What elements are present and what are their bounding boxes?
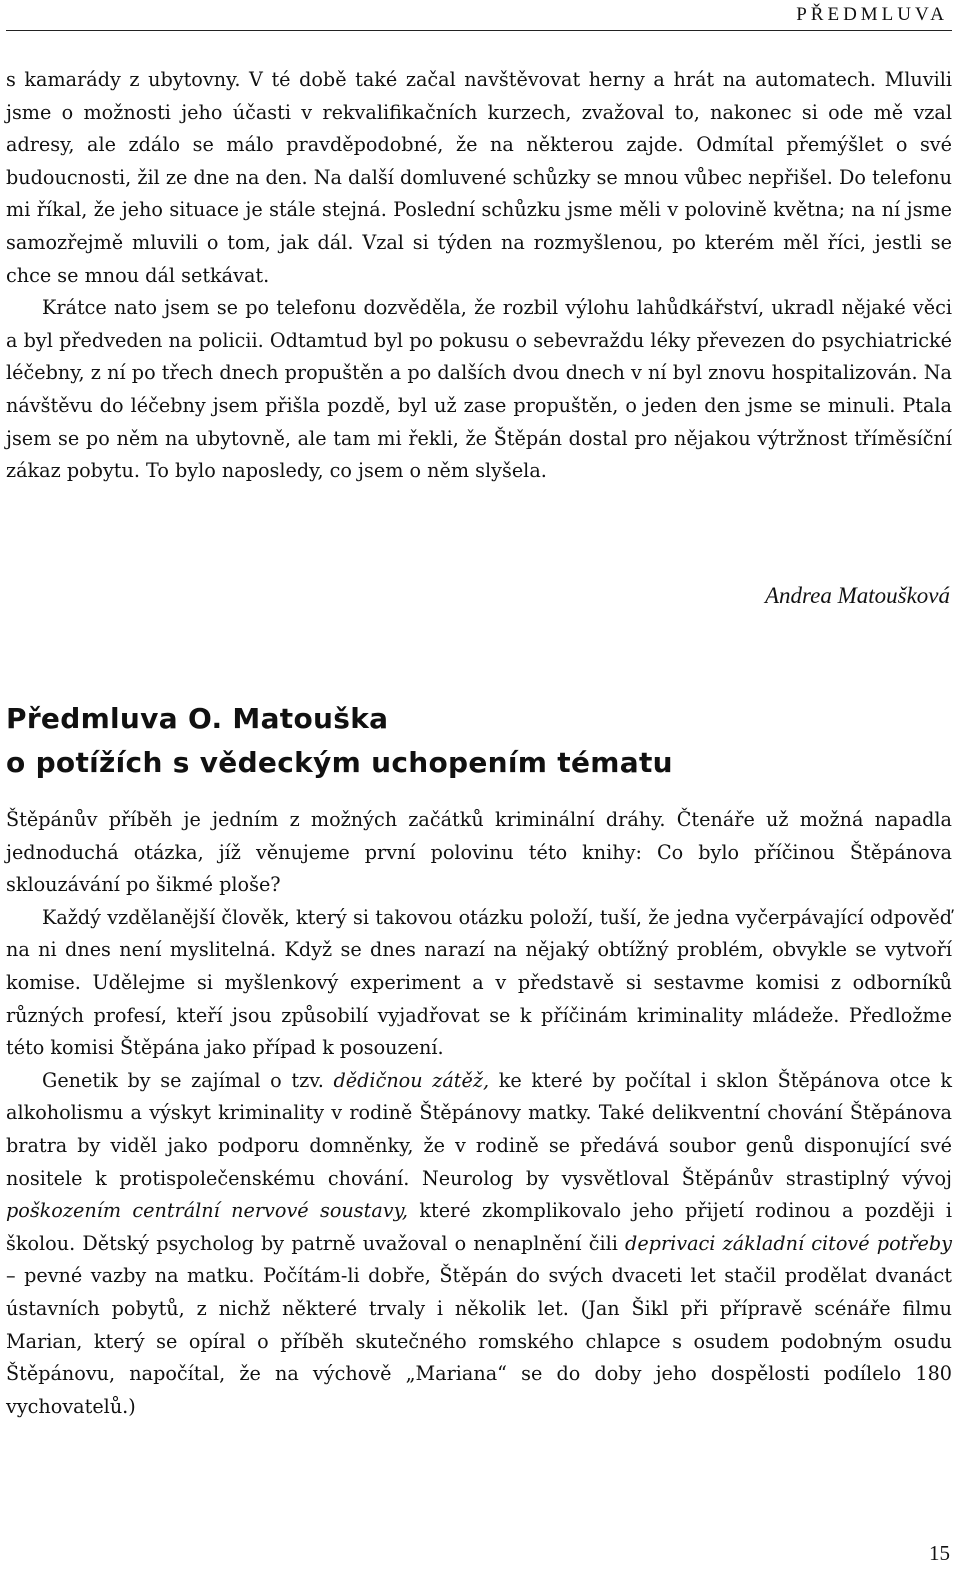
heading-line-1: Předmluva O. Matouška (6, 702, 389, 735)
emphasis-term: deprivaci základní citové potřeby (625, 1231, 952, 1255)
text-run: – pevné vazby na matku. Počítám-li dobře, Štěpán do svých dvaceti let stačil prodělat dvanáct ústavních pobytů, z nichž některé trvaly i několik let. (Jan Šikl při přípravě scénáře filmu Marian, který se opíral o příběh skutečného romského chlapce s osudem podobným osudu Štěpánovu, napočítal, že na výchově „Mariana“ se do doby jeho dospělosti podílelo 180 vychovatelů.) (6, 1264, 952, 1418)
section-matouskova-text (6, 64, 952, 488)
paragraph: s kamarády z ubytovny. V té době také začal navštěvovat herny a hrát na automatech. Mluvili jsme o možnosti jeho účasti v rekvalifikačních kurzech, zvažoval to, nakonec si ode mě vzal adresy, ale zdálo se málo pravděpodobné, že na některou zajde. Odmítal přemýšlet o své budoucnosti, žil ze dne na den. Na další domluvené schůzky se mnou vůbec nepřišel. Do telefonu mi říkal, že jeho situace je stále stejná. Poslední schůzku jsme měli v polovině května; na ní jsme samozřejmě mluvili o tom, jak dál. Vzal si týden na rozmyšlenou, po kterém měl říci, jestli se chce se mnou dál setkávat. (6, 68, 952, 287)
paragraph: Krátce nato jsem se po telefonu dozvěděla, že rozbil výlohu lahůdkářství, ukradl nějaké věci a byl předveden na policii. Odtamtud byl po pokusu o sebevraždu léky převezen do psychiatrické léčebny, z ní po třech dnech propuštěn a po dalších dvou dnech v ní byl znovu hospitalizován. Na návštěvu do léčebny jsem přišla pozdě, byl už zase propuštěn, o jeden den jsme se minuli. Ptala jsem se po něm na ubytovně, ale tam mi řekli, že Štěpán dostal pro nějakou výtržnost tříměsíční zákaz pobytu. To bylo naposledy, co jsem o něm slyšela. (6, 296, 952, 483)
text-run: které zkomplikovalo jeho přijetí rodinou a později i školou. Dětský psycholog by patrně uvažoval o nenaplnění čili (6, 1199, 952, 1255)
paragraph (6, 1065, 952, 1424)
header-rule (6, 30, 952, 31)
text-run: ke které by počítal i sklon Štěpánova otce k alkoholismu a výskyt kriminality v rodině Štěpánovy matky. Také delikventní chování Štěpánova bratra by viděl jako podporu domněnky, že v rodině se předává soubor genů disponující své nositele k protispolečenskému chování. Neurolog by vysvětloval Štěpánův strastiplný vývoj (6, 1068, 952, 1190)
emphasis-term: dědičnou zátěž, (333, 1068, 490, 1092)
running-head-title: PŘEDMLUVA (796, 4, 948, 25)
section-matousek-text (6, 804, 952, 1423)
heading-line-2: o potížích s vědeckým uchopením tématu (6, 746, 673, 779)
text-run: Genetik by se zajímal o tzv. (42, 1068, 334, 1092)
paragraph: Každý vzdělanější člověk, který si takovou otázku položí, tuší, že jedna vyčerpávající odpověď na ni dnes není myslitelná. Když se dnes narazí na nějaký obtížný problém, obvykle se vytvoří komise. Udělejme si myšlenkový experiment a v představě si sestavme komisi z odborníků různých profesí, kteří jsou způsobilí vyjadřovat se k příčinám kriminality mládeže. Předložme této komisi Štěpána jako případ k posouzení. (6, 905, 952, 1060)
author-signature: Andrea Matoušková (764, 583, 950, 608)
page-number: 15 (929, 1541, 950, 1565)
paragraph: Štěpánův příběh je jedním z možných začátků kriminální dráhy. Čtenáře už možná napadla jednoduchá otázka, jíž věnujeme první polovinu této knihy: Co bylo příčinou Štěpánova sklouzávání po šikmé ploše? (6, 808, 952, 897)
emphasis-term: poškozením centrální nervové soustavy, (6, 1199, 408, 1223)
section-heading (6, 697, 673, 785)
